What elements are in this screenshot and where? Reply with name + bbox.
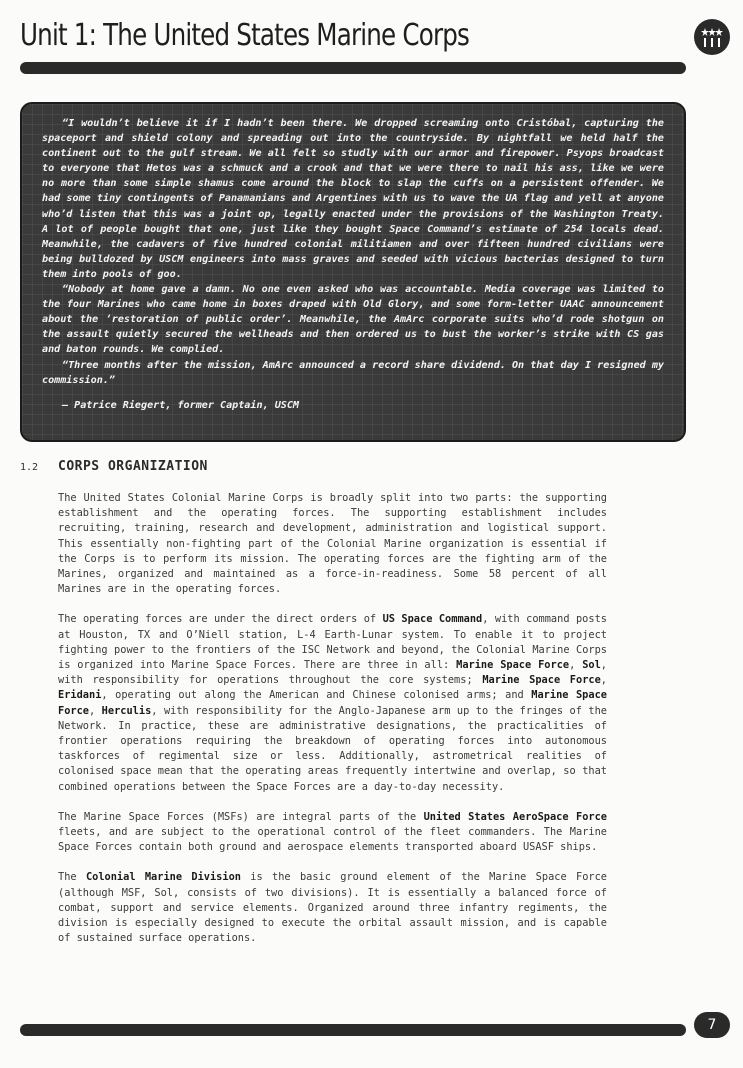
body-paragraph: The United States Colonial Marine Corps is broadly split into two parts: the supporting establishment and the operating forces. The supporting establishment includes recruiting, training, research and development, administration and logistical support. This essentially non-fighting part of the Colonial Marine organization is essential if the Corps is to perform its mission. The operating forces are the fighting arm of the Marines, organized and maintained as a force-in-readiness. Some 58 percent of all Marines are in the operating forces. <box>58 492 607 596</box>
body-paragraph: The Colonial Marine Division is the basic ground element of the Marine Space Force (although MSF, Sol, consists of two divisions). It is essentially a balanced force of combat, support and service elements. Organized around three infantry regiments, the division is especially designed to execute the orbital assault mission, and is capable of sustained surface operations. <box>58 871 607 945</box>
footer-rule <box>20 1024 686 1036</box>
header-rule <box>20 62 686 74</box>
unit-title: Unit 1: The United States Marine Corps <box>20 18 470 53</box>
body-paragraph: The operating forces are under the direct orders of US Space Command, with command posts at Houston, TX and O’Niell station, L-4 Earth-Lunar system. To enable it to project fighting power to the frontiers of the ISC Network and beyond, the Colonial Marine Corps is organized into Marine Space Forces. There are three in all: Marine Space Force, Sol, with responsibility for operations throughout the core systems; Marine Space Force, Eridani, operating out along the American and Chinese colonised arms; and Marine Space Force, Herculis, with responsibility for the Anglo-Japanese arm up to the fringes of the Network. In practice, these are administrative designations, the practicalities of frontier operations requiring the breakdown of operating forces into autonomous taskforces of regimental size or less. Additionally, astrometrical realities of colonised space mean that the operating areas frequently intertwine and overlap, so that combined operations between the Space Forces are a day-to-day necessity. <box>58 613 607 793</box>
quote-paragraph: “Three months after the mission, AmArc announced a record share dividend. On that day I resigned my commission.” <box>42 359 664 386</box>
quote-paragraph: “I wouldn’t believe it if I hadn’t been there. We dropped screaming onto Cristóbal, capturing the spaceport and shield colony and spreading out into the countryside. By nightfall we held half the continent out to the gulf stream. We all felt so studly with our armor and firepower. Psyops broadcast to everyone that Hetos was a schmuck and a crook and that we were there to nail his ass, like we were no more than some simple shamus come around the block to slap the cuffs on a persistent offender. We had some tiny contingents of Panamanians and Argentines with us to wave the UA flag and yell at anyone who’d listen that this was a joint op, legally enacted under the provisions of the Washington Treaty. A lot of people bought that one, just like they bought Space Command’s estimate of 254 locals dead. Meanwhile, the cadavers of five hundred colonial militiamen and over fifteen hundred civilians were being bulldozed by USCM engineers into mass graves and seeded with vicious bacterias designed to turn them into pools of goo. <box>42 118 664 280</box>
page-number: 7 <box>694 1012 730 1038</box>
body-text <box>58 491 607 961</box>
section-number: 1.2 <box>20 462 39 473</box>
quote-box <box>20 102 686 442</box>
three-star-emblem-icon <box>693 18 731 56</box>
section-title: CORPS ORGANIZATION <box>58 459 208 474</box>
quote-attribution: — Patrice Riegert, former Captain, USCM <box>62 399 300 411</box>
quote-paragraph: “Nobody at home gave a damn. No one even asked who was accountable. Media coverage was limited to the four Marines who came home in boxes draped with Old Glory, and some form-letter UAAC announcement about the ‘restoration of public order’. Meanwhile, the AmArc corporate suits who’d rode shotgun on the assault quietly secured the wellheads and then ordered us to bust the worker’s strike with CS gas and baton rounds. We complied. <box>42 284 664 356</box>
body-paragraph: The Marine Space Forces (MSFs) are integral parts of the United States AeroSpace Force fleets, and are subject to the operational control of the fleet commanders. The Marine Space Forces contain both ground and aerospace elements transported aboard USASF ships. <box>58 810 608 854</box>
